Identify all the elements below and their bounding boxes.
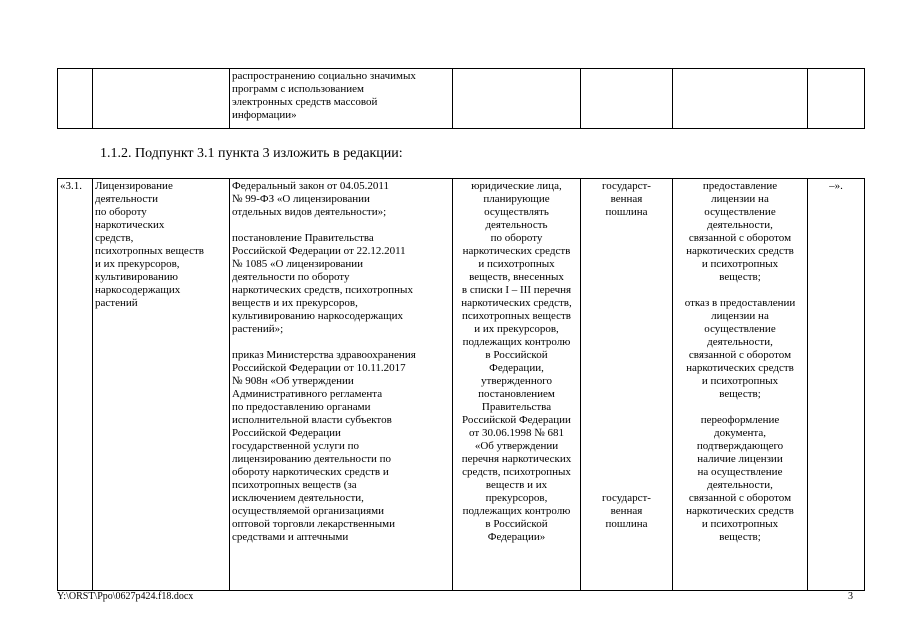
legal-basis: Федеральный закон от 04.05.2011 № 99-ФЗ «О лицензировании отдельных видов деятельности»; постановление Правительства Российской Федерации от 22.12.2011 № 1085 «О лицензировании деятельности по обороту наркотических средств, психотропных веществ и их прекурсоров, культивированию наркосодержащих растений»; приказ Министерства здравоохранения Российской Федерации от 10.11.2017 № 908н «Об утверждении Административного регламента по предоставлению органами исполнительной власти субъектов Российской Федерации государственной услуги по лицензированию деятельности по обороту наркотических средств и психотропных веществ (за исключением деятельности, осуществляемой организациями оптовой торговли лекарственными средствами и аптечными bbox=[230, 179, 453, 591]
top-cell-legal-basis: распространению социально значимых программ с использованием электронных средств массовой информации» bbox=[230, 69, 453, 129]
top-cell-number bbox=[58, 69, 93, 129]
activity-name: Лицензирование деятельности по обороту наркотических средств, психотропных веществ и их прекурсоров, культивированию наркосодержащих растений bbox=[93, 179, 230, 591]
top-cell-applicants bbox=[453, 69, 581, 129]
footer-file-path: Y:\ORST\Ppo\0627p424.f18.docx bbox=[57, 591, 194, 602]
page-number: 3 bbox=[848, 591, 853, 602]
previous-table-fragment bbox=[57, 68, 865, 129]
top-cell-fee bbox=[581, 69, 673, 129]
top-cell-end bbox=[808, 69, 865, 129]
row-number: «3.1. bbox=[58, 179, 93, 591]
applicants: юридические лица, планирующие осуществлять деятельность по обороту наркотических средств и психотропных веществ, внесенных в списки I – III перечня наркотических средств, психотропных веществ и их прекурсоров, подлежащих контролю в Российской Федерации, утвержденного постановлением Правительства Российской Федерации от 30.06.1998 № 681 «Об утверждении перечня наркотических средств, психотропных веществ и их прекурсоров, подлежащих контролю в Российской Федерации» bbox=[453, 179, 581, 591]
top-cell-activity bbox=[93, 69, 230, 129]
service-result: предоставление лицензии на осуществление деятельности, связанной с оборотом наркотических средств и психотропных веществ; отказ в предоставлении лицензии на осуществление деятельности, связанной с оборотом наркотических средств и психотропных веществ; переоформление документа, подтверждающего наличие лицензии на осуществление деятельности, связанной с оборотом наркотических средств и психотропных веществ; bbox=[673, 179, 808, 591]
amended-subclause-table bbox=[57, 178, 865, 591]
amendment-instruction: 1.1.2. Подпункт 3.1 пункта 3 изложить в редакции: bbox=[100, 146, 403, 161]
closing-mark: –». bbox=[808, 179, 865, 591]
fee: государст- венная пошлина государст- венная пошлина bbox=[581, 179, 673, 591]
top-cell-result bbox=[673, 69, 808, 129]
